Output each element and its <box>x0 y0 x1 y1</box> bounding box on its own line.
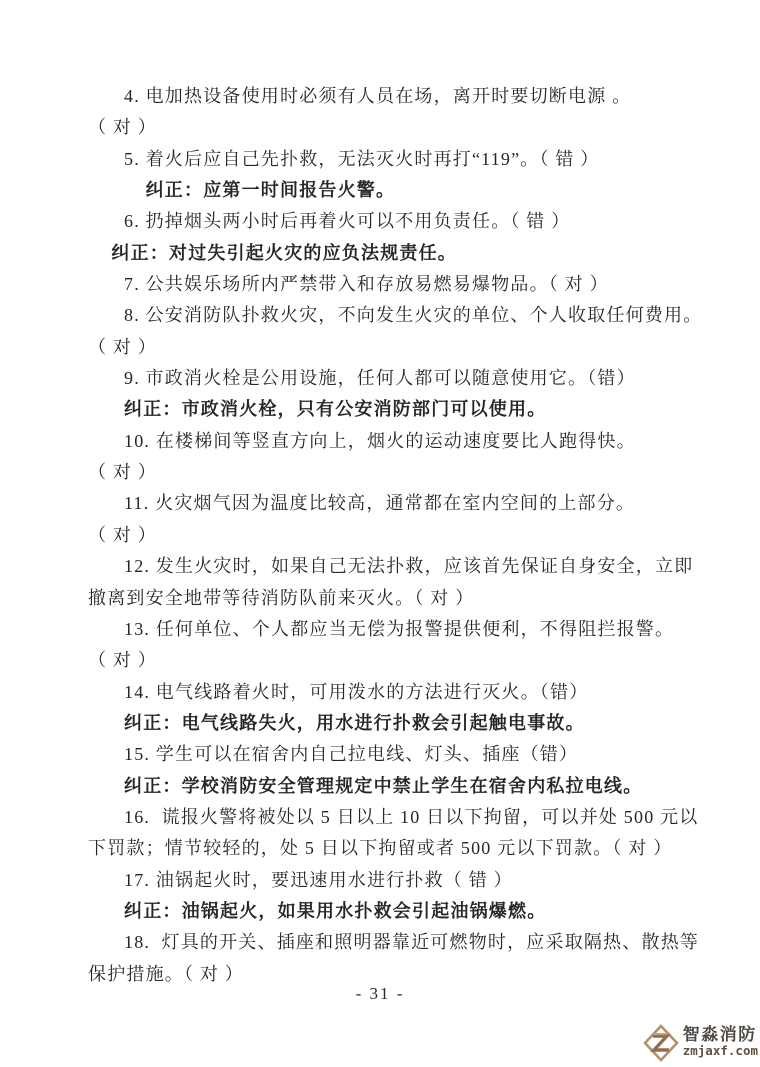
logo-title: 智淼消防 <box>682 1025 757 1045</box>
question-line: 14. 电气线路着火时，可用泼水的方法进行灭火。（错） <box>124 681 589 702</box>
continuation-line: 撤离到安全地带等待消防队前来灭火。（ 对 ） <box>88 587 475 608</box>
answer-line: （ 对 ） <box>88 117 157 138</box>
answer-line: （ 对 ） <box>88 336 157 357</box>
correction-line: 纠正：电气线路失火，用水进行扑救会引起触电事故。 <box>124 712 585 733</box>
correction-line: 纠正：油锅起火，如果用水扑救会引起油锅爆燃。 <box>124 900 547 921</box>
question-line: 6. 扔掉烟头两小时后再着火可以不用负责任。（ 错 ） <box>124 211 571 232</box>
question-line: 10. 在楼梯间等竖直方向上，烟火的运动速度要比人跑得快。 <box>124 430 636 451</box>
correction-line: 纠正：学校消防安全管理规定中禁止学生在宿舍内私拉电线。 <box>124 775 643 796</box>
logo-domain: zmjaxf.com <box>682 1043 758 1059</box>
question-line: 4. 电加热设备使用时必须有人员在场，离开时要切断电源 。 <box>124 86 632 106</box>
page-number: - 31 - <box>355 984 405 1003</box>
question-line: 12. 发生火灾时，如果自己无法扑救，应该首先保证自身安全，立即 <box>124 556 694 577</box>
site-logo <box>642 1022 758 1062</box>
question-line: 5. 着火后应自己先扑救，无法灭火时再打“119”。（ 错 ） <box>124 148 600 169</box>
question-line: 15. 学生可以在宿舍内自己拉电线、灯头、插座（错） <box>124 744 579 765</box>
continuation-line: 下罚款；情节较轻的，处 5 日以下拘留或者 500 元以下罚款。（ 对 ） <box>88 838 673 859</box>
question-line: 16. 谎报火警将被处以 5 日以上 10 日以下拘留，可以并处 500 元以 <box>124 806 699 827</box>
continuation-line: 保护措施。（ 对 ） <box>88 963 244 984</box>
question-line: 18. 灯具的开关、插座和照明器靠近可燃物时，应采取隔热、散热等 <box>124 932 700 953</box>
correction-line: 纠正：应第一时间报告火警。 <box>145 180 396 201</box>
quiz-content <box>88 81 703 990</box>
question-line: 17. 油锅起火时，要迅速用水进行扑救（ 错 ） <box>124 869 513 890</box>
question-line: 8. 公安消防队扑救火灾，不向发生火灾的单位、个人收取任何费用。 <box>124 305 703 326</box>
diamond-z-icon <box>642 1022 680 1062</box>
question-line: 7. 公共娱乐场所内严禁带入和存放易燃易爆物品。（ 对 ） <box>124 274 609 295</box>
correction-line: 纠正：对过失引起火灾的应负法规责任。 <box>111 242 457 263</box>
answer-line: （ 对 ） <box>88 650 157 671</box>
question-line: 11. 火灾烟气因为温度比较高，通常都在室内空间的上部分。 <box>124 493 636 514</box>
question-line: 9. 市政消火栓是公用设施，任何人都可以随意使用它。（错） <box>124 368 636 389</box>
logo-text <box>683 1026 758 1058</box>
answer-line: （ 对 ） <box>88 524 157 545</box>
correction-line: 纠正：市政消火栓，只有公安消防部门可以使用。 <box>124 399 547 420</box>
question-line: 13. 任何单位、个人都应当无偿为报警提供便利，不得阻拦报警。 <box>124 618 675 639</box>
answer-line: （ 对 ） <box>88 462 157 483</box>
